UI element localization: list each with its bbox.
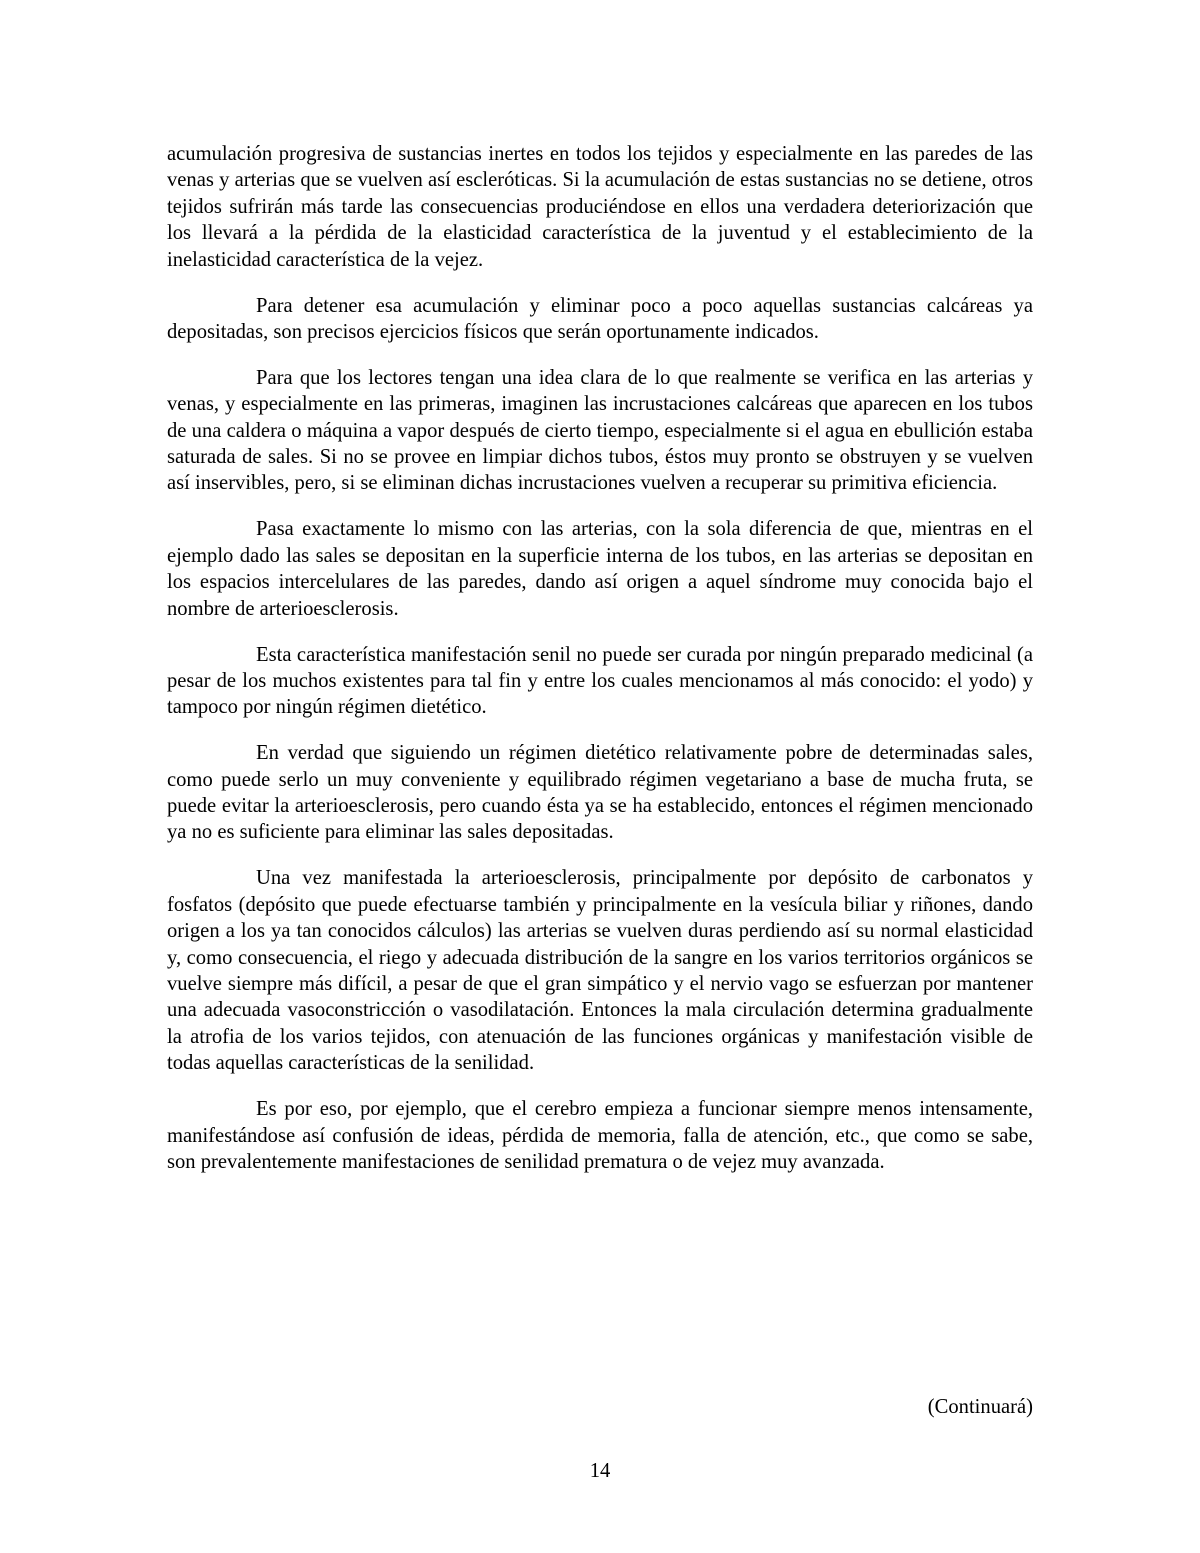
paragraph-3: Para que los lectores tengan una idea clara de lo que realmente se verifica en las arterias y venas, y especialmente en las primeras, imaginen las incrustaciones calcáreas que aparecen en los tubos de una caldera o máquina a vapor después de cierto tiempo, especialmente si el agua en ebullición estaba saturada de sales. Si no se provee en limpiar dichos tubos, éstos muy pronto se obstruyen y se vuelven así inservibles, pero, si se eliminan dichas incrustaciones vuelven a recuperar su primitiva eficiencia. — [167, 366, 1033, 495]
paragraph-2: Para detener esa acumulación y eliminar poco a poco aquellas sustancias calcáreas ya depositadas, son precisos ejercicios físicos que serán oportunamente indicados. — [167, 294, 1033, 343]
paragraph-4: Pasa exactamente lo mismo con las arterias, con la sola diferencia de que, mientras en el ejemplo dado las sales se depositan en la superficie interna de los tubos, en las arterias se depositan en los espacios intercelulares de las paredes, dando así origen a aquel síndrome muy conocida bajo el nombre de arterioesclerosis. — [167, 518, 1033, 620]
paragraph-5: Esta característica manifestación senil no puede ser curada por ningún preparado medicinal (a pesar de los muchos existentes para tal fin y entre los cuales mencionamos al más conocido: el yodo) y tampoco por ningún régimen dietético. — [167, 643, 1033, 719]
continuation-note: (Continuará) — [927, 1396, 1033, 1418]
paragraph-7: Una vez manifestada la arterioesclerosis, principalmente por depósito de carbonatos y fosfatos (depósito que puede efectuarse también y principalmente en la vesícula biliar y riñones, dando origen a los ya tan conocidos cálculos) las arterias se vuelven duras perdiendo así su normal elasticidad y, como consecuencia, el riego y adecuada distribución de la sangre en los varios territorios orgánicos se vuelve siempre más difícil, a pesar de que el gran simpático y el nervio vago se esfuerzan por mantener una adecuada vasoconstricción o vasodilatación. Entonces la mala circulación determina gradualmente la atrofia de los varios tejidos, con atenuación de las funciones orgánicas y manifestación visible de todas aquellas características de la senilidad. — [167, 867, 1033, 1075]
paragraph-8: Es por eso, por ejemplo, que el cerebro empieza a funcionar siempre menos intensamente, manifestándose así confusión de ideas, pérdida de memoria, falla de atención, etc., que como se sabe, son prevalentemente manifestaciones de senilidad prematura o de vejez muy avanzada. — [167, 1098, 1033, 1173]
paragraph-1: acumulación progresiva de sustancias inertes en todos los tejidos y especialmente en las paredes de las venas y arterias que se vuelven así escleróticas. Si la acumulación de estas sustancias no se detiene, otros tejidos sufrirán más tarde las consecuencias produciéndose en ellos una verdadera deteriorización que los llevará a la pérdida de la elasticidad característica de la juventud y el establecimiento de la inelasticidad característica de la vejez. — [167, 143, 1033, 271]
page-number: 14 — [589, 1460, 611, 1482]
paragraph-6: En verdad que siguiendo un régimen dietético relativamente pobre de determinadas sales, como puede serlo un muy conveniente y equilibrado régimen vegetariano a base de mucha fruta, se puede evitar la arterioesclerosis, pero cuando ésta ya se ha establecido, entonces el régimen mencionado ya no es suficiente para eliminar las sales depositadas. — [167, 742, 1033, 844]
body-text — [167, 141, 1033, 1195]
